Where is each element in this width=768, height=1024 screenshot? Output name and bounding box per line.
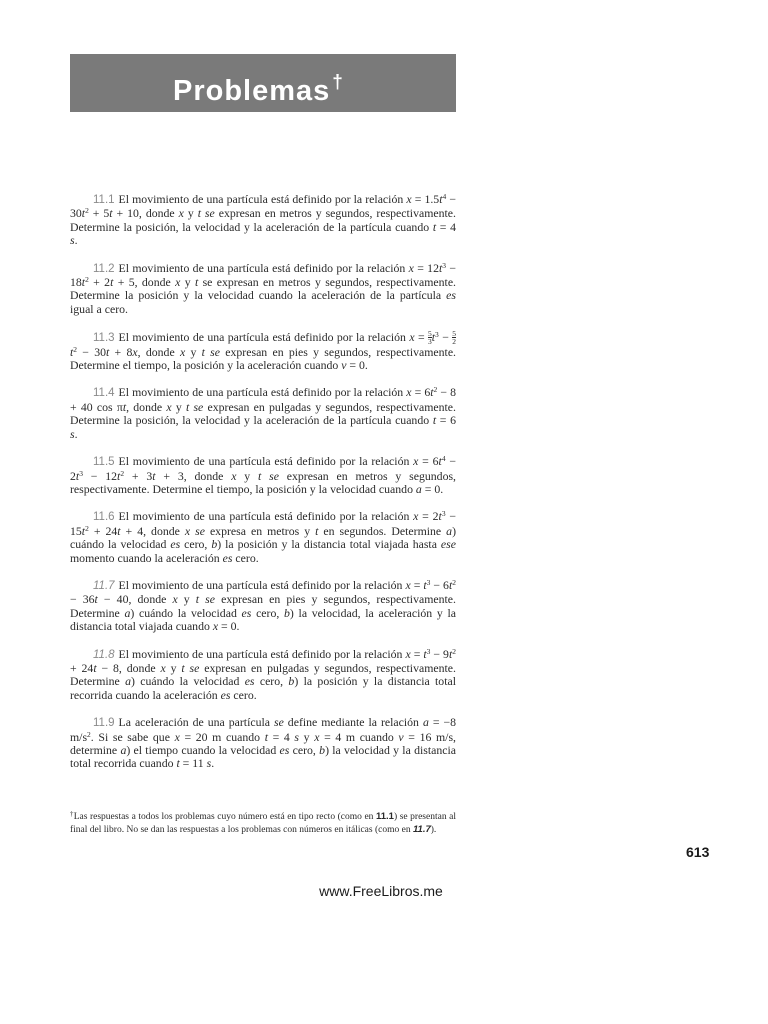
section-title: Problemas † (173, 72, 344, 107)
problem-11-4: 11.4 El movimiento de una partícula está definido por la relación $x = 6t^2 - 8 + 40$ cos πt, donde x y t se expresan en pulgadas y segundos, respectivamente. Determine la posición, la velocidad y la aceleración de la partícula cuando t = 6 s. (70, 385, 456, 441)
problem-11-3: 11.3 El movimiento de una partícula está definido por la relación x = $\frac{5}{3}$ $t^3$ − $\frac{5}{2}$ $t^2 - 30t + 8x$, donde x y t se expresan en pies y segundos, respectivamente. Determine el tiempo, la posición y la aceleración cuando v = 0. (70, 329, 457, 373)
problem-number: 11.2 (93, 262, 115, 275)
problem-11-6: 11.6 El movimiento de una partícula está definido por la relación $x = 2t^3 - 15t^2 + 24t + 4$, donde x se expresa en metros y t en segundos. Determine a) cuándo la velocidad es cero, b) la posición y la distancia total viajada hasta ese momento cuando la aceleración es cero. (70, 509, 456, 565)
problem-number: 11.3 (93, 332, 115, 345)
problem-number: 11.6 (93, 511, 115, 524)
footnote: †Las respuestas a todos los problemas cuyo número está en tipo recto (como en 11.1) se presentan al final del libro. No se dan las respuestas a los problemas con números en itálicas (como en 11.7). (70, 810, 456, 835)
problem-11-1: 11.1 El movimiento de una partícula está definido por la relación $x = 1.5t^4 - 30t^2 + 5t + 10$, donde x y t se expresan en metros y segundos, respectivamente. Determine la posición, la velocidad y la aceleración de la partícula cuando t = 4 s. (70, 192, 456, 248)
problem-11-9: 11.9 La aceleración de una partícula se define mediante la relación a = −8 $m/s^2$. Si se sabe que x = 20 m cuando t = 4 s y x = 4 m cuando v = 16 m/s, determine a) el tiempo cuando la velocidad es cero, b) la velocidad y la distancia total recorrida cuando t = 11 s. (70, 715, 457, 771)
problem-number: 11.4 (93, 387, 115, 400)
problem-number: 11.7 (93, 579, 115, 592)
problem-number: 11.5 (93, 456, 115, 469)
problem-11-8: 11.8 El movimiento de una partícula está definido por la relación $x = t^3 - 9t^2 + 24t - 8$, donde x y t se expresan en pulgadas y segundos, respectivamente. Determine a) cuándo la velocidad es cero, b) la posición y la distancia total recorrida cuando la aceleración es cero. (70, 646, 456, 702)
problem-number: 11.9 (93, 717, 115, 730)
section-header-banner (70, 54, 456, 112)
dagger-mark: † (332, 72, 344, 93)
problem-list (70, 193, 456, 785)
problem-number: 11.1 (93, 194, 115, 206)
problem-number: 11.8 (93, 648, 115, 661)
problem-11-7: 11.7 El movimiento de una partícula está definido por la relación $x = t^3 - 6t^2 - 36t - 40$, donde x y t se expresan en pies y segundos, respectivamente. Determine a) cuándo la velocidad es cero, b) la velocidad, la aceleración y la distancia total viajada cuando x = 0. (70, 577, 456, 634)
website-url (0, 883, 768, 899)
problem-11-2: 11.2 El movimiento de una partícula está definido por la relación $x = 12t^3 - 18t^2 + 2t + 5$, donde x y t se expresan en metros y segundos, respectivamente. Determine la posición y la velocidad cuando la aceleración de la partícula es igual a cero. (70, 260, 457, 316)
page-number: 613 (686, 844, 710, 860)
problem-11-5: 11.5 El movimiento de una partícula está definido por la relación $x = 6t^4 - 2t^3 - 12t^2 + 3t + 3$, donde x y t se expresan en metros y segundos, respectivamente. Determine el tiempo, la posición y la velocidad cuando a = 0. (70, 454, 457, 496)
website-link[interactable]: www.FreeLibros.me (319, 883, 443, 899)
